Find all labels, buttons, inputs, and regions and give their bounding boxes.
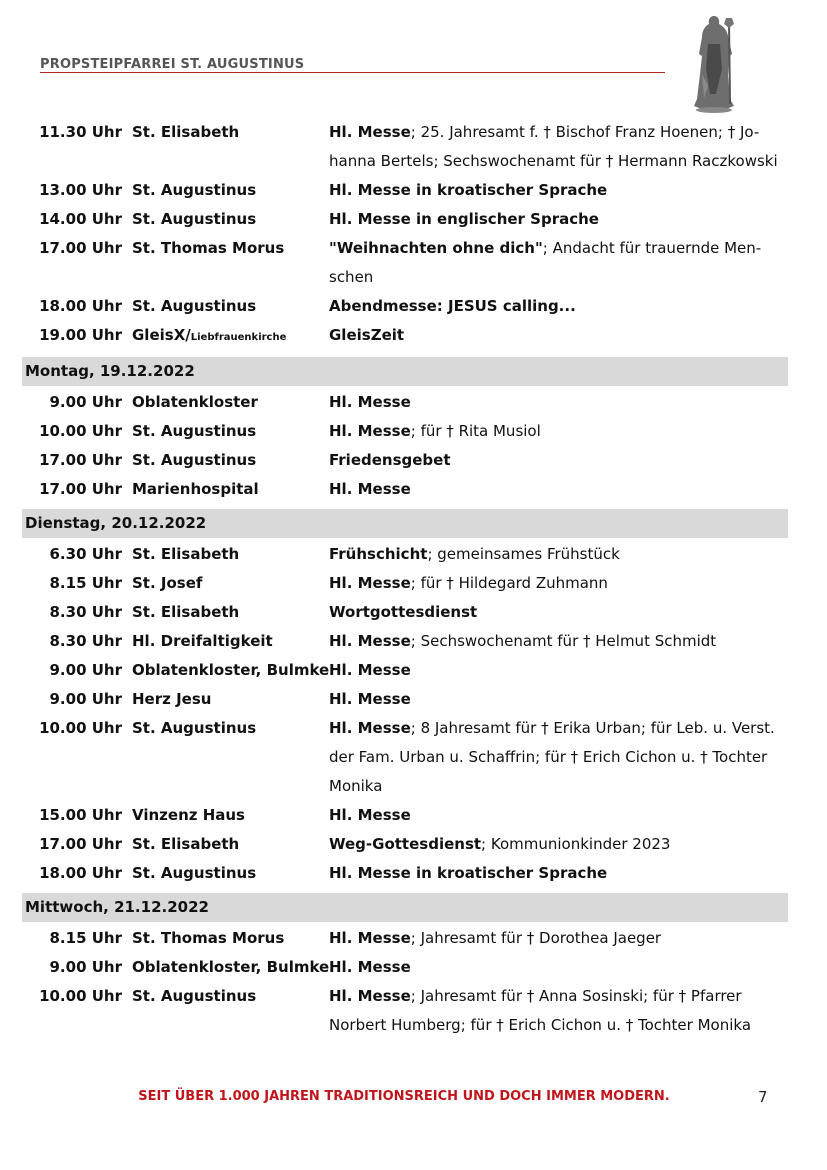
service-time: 18.00 Uhr: [39, 297, 122, 315]
service-time: 8.15 Uhr: [49, 929, 122, 947]
service-location: St. Augustinus: [132, 864, 257, 882]
service-description: Hl. Messe; Jahresamt für † Anna Sosinski; für † Pfarrer Norbert Humberg; für † Erich Cichon u. † Tochter Monika: [329, 987, 752, 1034]
service-location: Oblatenkloster, Bulmke: [132, 661, 330, 679]
day-header: Dienstag, 20.12.2022: [22, 509, 788, 538]
service-description: Hl. Messe; für † Hildegard Zuhmann: [329, 574, 608, 592]
service-description: "Weihnachten ohne dich"; Andacht für trauernde Men-schen: [329, 239, 762, 286]
service-time: 9.00 Uhr: [49, 661, 122, 679]
schedule-row: [22, 321, 788, 352]
day-header: Mittwoch, 21.12.2022: [22, 893, 788, 922]
service-time: 15.00 Uhr: [39, 806, 122, 824]
service-location: St. Augustinus: [132, 451, 257, 469]
service-location: Oblatenkloster: [132, 393, 258, 411]
service-location: Herz Jesu: [132, 690, 212, 708]
parish-motto: SEIT ÜBER 1.000 JAHREN TRADITIONSREICH UND DOCH IMMER MODERN.: [138, 1089, 670, 1104]
schedule-row: [22, 953, 788, 982]
service-location: St. Augustinus: [132, 210, 257, 228]
service-description: Abendmesse: JESUS calling...: [329, 297, 576, 315]
service-description: Wortgottesdienst: [329, 603, 478, 621]
day-header: Montag, 19.12.2022: [22, 357, 788, 386]
schedule-row: [22, 859, 788, 888]
service-location: St. Josef: [132, 574, 203, 592]
service-description: Hl. Messe; für † Rita Musiol: [329, 422, 541, 440]
service-description: Weg-Gottesdienst; Kommunionkinder 2023: [329, 835, 671, 853]
service-location: Oblatenkloster, Bulmke: [132, 958, 330, 976]
header-divider: [40, 72, 665, 73]
service-time: 11.30 Uhr: [39, 123, 122, 141]
service-description: Friedensgebet: [329, 451, 451, 469]
page-number: 7: [758, 1088, 768, 1106]
service-description: Hl. Messe: [329, 958, 411, 976]
schedule-row: [22, 446, 788, 475]
service-description: Hl. Messe; Jahresamt für † Dorothea Jaeger: [329, 929, 662, 947]
service-description: Hl. Messe: [329, 480, 411, 498]
service-description: Hl. Messe; 8 Jahresamt für † Erika Urban; für Leb. u. Verst. der Fam. Urban u. Schaffrin; für † Erich Cichon u. † Tochter Monika: [329, 719, 775, 795]
service-time: 8.30 Uhr: [49, 603, 122, 621]
saint-statue-image: [688, 14, 740, 114]
schedule-row: [22, 982, 788, 1040]
day-block: [22, 357, 788, 504]
schedule-row: [22, 234, 788, 292]
service-time: 17.00 Uhr: [39, 451, 122, 469]
service-description: GleisZeit: [329, 326, 405, 344]
parish-name: PROPSTEIPFARREI ST. AUGUSTINUS: [40, 57, 305, 72]
schedule-row: [22, 801, 788, 830]
schedule-row: [22, 540, 788, 569]
schedule-row: [22, 598, 788, 627]
service-time: 9.00 Uhr: [49, 393, 122, 411]
schedule-row: [22, 685, 788, 714]
service-description: Hl. Messe in kroatischer Sprache: [329, 864, 608, 882]
service-description: Hl. Messe in englischer Sprache: [329, 210, 599, 228]
service-location: GleisX/Liebfrauenkirche: [132, 326, 287, 344]
service-time: 9.00 Uhr: [49, 958, 122, 976]
service-location: St. Elisabeth: [132, 545, 240, 563]
service-description: Hl. Messe; 25. Jahresamt f. † Bischof Franz Hoenen; † Jo-hanna Bertels; Sechswochenamt für † Hermann Raczkowski: [329, 123, 778, 170]
schedule-row: [22, 924, 788, 953]
schedule-row: [22, 176, 788, 205]
schedule-row: [22, 388, 788, 417]
service-time: 18.00 Uhr: [39, 864, 122, 882]
service-location: Marienhospital: [132, 480, 259, 498]
service-time: 10.00 Uhr: [39, 422, 122, 440]
service-time: 17.00 Uhr: [39, 239, 122, 257]
service-time: 14.00 Uhr: [39, 210, 122, 228]
service-description: Hl. Messe: [329, 393, 411, 411]
service-time: 13.00 Uhr: [39, 181, 122, 199]
service-description: Hl. Messe in kroatischer Sprache: [329, 181, 608, 199]
schedule-row: [22, 417, 788, 446]
service-location: St. Augustinus: [132, 719, 257, 737]
service-description: Frühschicht; gemeinsames Frühstück: [329, 545, 620, 563]
service-time: 17.00 Uhr: [39, 480, 122, 498]
service-time: 6.30 Uhr: [49, 545, 122, 563]
service-description: Hl. Messe: [329, 806, 411, 824]
schedule-row: [22, 714, 788, 801]
day-block: [22, 118, 788, 352]
service-description: Hl. Messe: [329, 690, 411, 708]
schedule-row: [22, 205, 788, 234]
service-location: St. Thomas Morus: [132, 929, 285, 947]
service-location: St. Augustinus: [132, 987, 257, 1005]
service-time: 10.00 Uhr: [39, 719, 122, 737]
schedule-row: [22, 118, 788, 176]
service-time: 8.15 Uhr: [49, 574, 122, 592]
service-location: St. Elisabeth: [132, 123, 240, 141]
day-block: [22, 893, 788, 1040]
service-location: St. Augustinus: [132, 297, 257, 315]
service-time: 9.00 Uhr: [49, 690, 122, 708]
service-location: St. Elisabeth: [132, 835, 240, 853]
service-time: 8.30 Uhr: [49, 632, 122, 650]
service-location: St. Augustinus: [132, 181, 257, 199]
schedule-row: [22, 569, 788, 598]
service-time: 19.00 Uhr: [39, 326, 122, 344]
service-description: Hl. Messe: [329, 661, 411, 679]
service-description: Hl. Messe; Sechswochenamt für † Helmut Schmidt: [329, 632, 717, 650]
schedule-row: [22, 475, 788, 504]
service-location: Vinzenz Haus: [132, 806, 245, 824]
service-location: St. Elisabeth: [132, 603, 240, 621]
service-location: Hl. Dreifaltigkeit: [132, 632, 273, 650]
service-time: 10.00 Uhr: [39, 987, 122, 1005]
schedule-row: [22, 830, 788, 859]
schedule-row: [22, 627, 788, 656]
service-location: St. Augustinus: [132, 422, 257, 440]
schedule-row: [22, 656, 788, 685]
service-time: 17.00 Uhr: [39, 835, 122, 853]
service-schedule: [22, 118, 788, 1040]
schedule-row: [22, 292, 788, 321]
day-block: [22, 509, 788, 888]
service-location: St. Thomas Morus: [132, 239, 285, 257]
